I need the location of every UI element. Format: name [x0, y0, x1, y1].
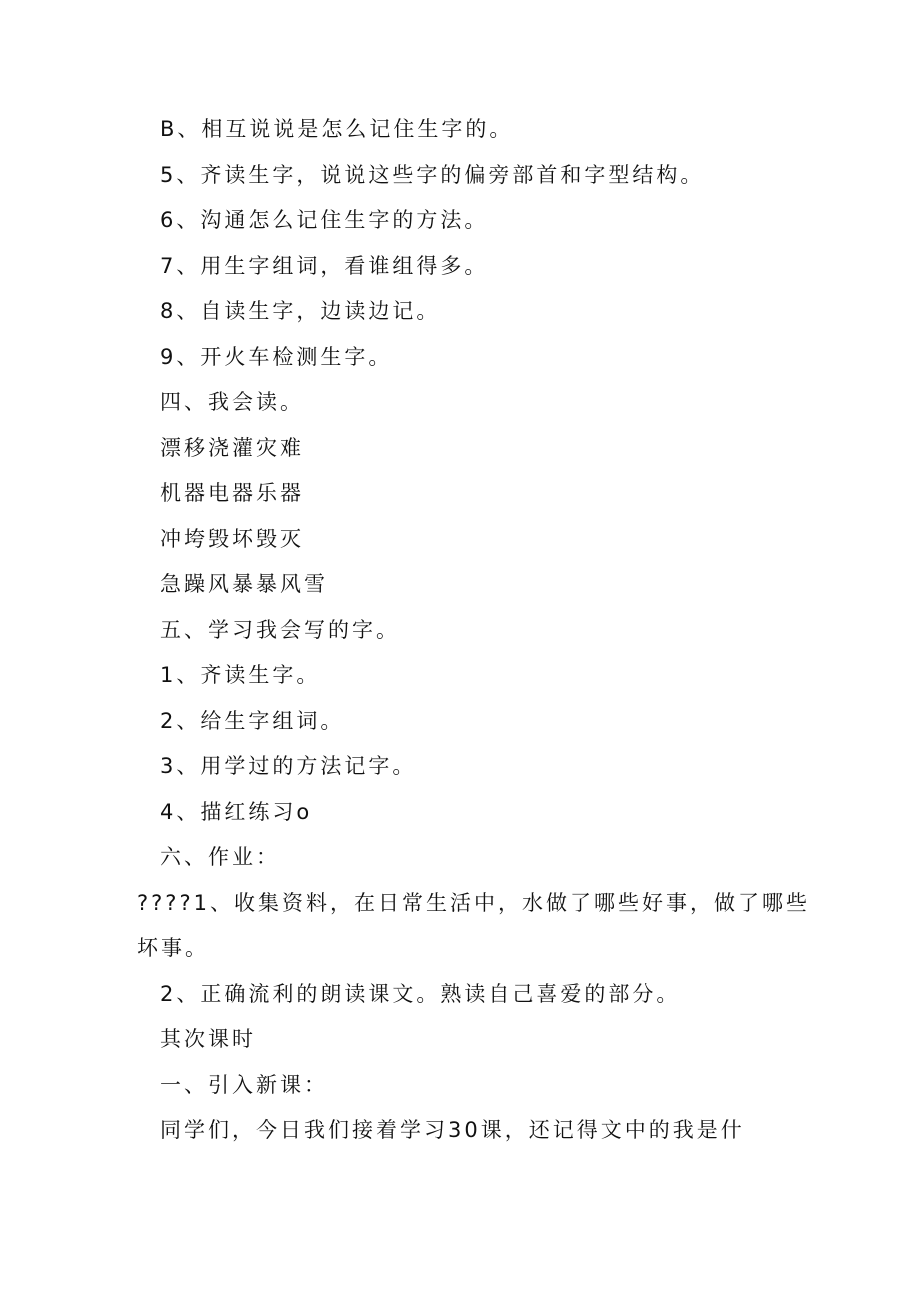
text-line: B、相互说说是怎么记住生字的。	[160, 117, 514, 141]
text-line: 4、描红练习o	[160, 800, 313, 824]
text-line: 2、给生字组词。	[160, 709, 345, 733]
text-line: 8、自读生字，边读边记。	[160, 299, 441, 323]
section-heading: 其次课时	[160, 1027, 256, 1051]
text-line: 2、正确流利的朗读课文。熟读自己喜爱的部分。	[160, 982, 681, 1006]
text-line: 6、沟通怎么记住生字的方法。	[160, 208, 489, 232]
text-line: ????1、收集资料，在日常生活中，水做了哪些好事，做了哪些	[137, 891, 810, 915]
text-line: 1、齐读生字。	[160, 663, 321, 687]
section-heading: 六、作业：	[160, 845, 280, 869]
text-line: 同学们，今日我们接着学习30课，还记得文中的我是什	[160, 1118, 745, 1142]
text-line: 急躁风暴暴风雪	[160, 572, 328, 596]
text-line: 3、用学过的方法记字。	[160, 754, 417, 778]
section-heading: 五、学习我会写的字。	[160, 618, 400, 642]
text-line: 冲垮毁坏毁灭	[160, 527, 304, 551]
section-heading: 一、引入新课：	[160, 1073, 328, 1097]
text-line: 坏事。	[137, 936, 209, 960]
text-line: 7、用生字组词，看谁组得多。	[160, 254, 489, 278]
text-line: 机器电器乐器	[160, 481, 304, 505]
text-line: 5、齐读生字，说说这些字的偏旁部首和字型结构。	[160, 163, 705, 187]
text-line: 漂移浇灌灾难	[160, 436, 304, 460]
text-line: 9、开火车检测生字。	[160, 345, 393, 369]
section-heading: 四、我会读。	[160, 390, 304, 414]
